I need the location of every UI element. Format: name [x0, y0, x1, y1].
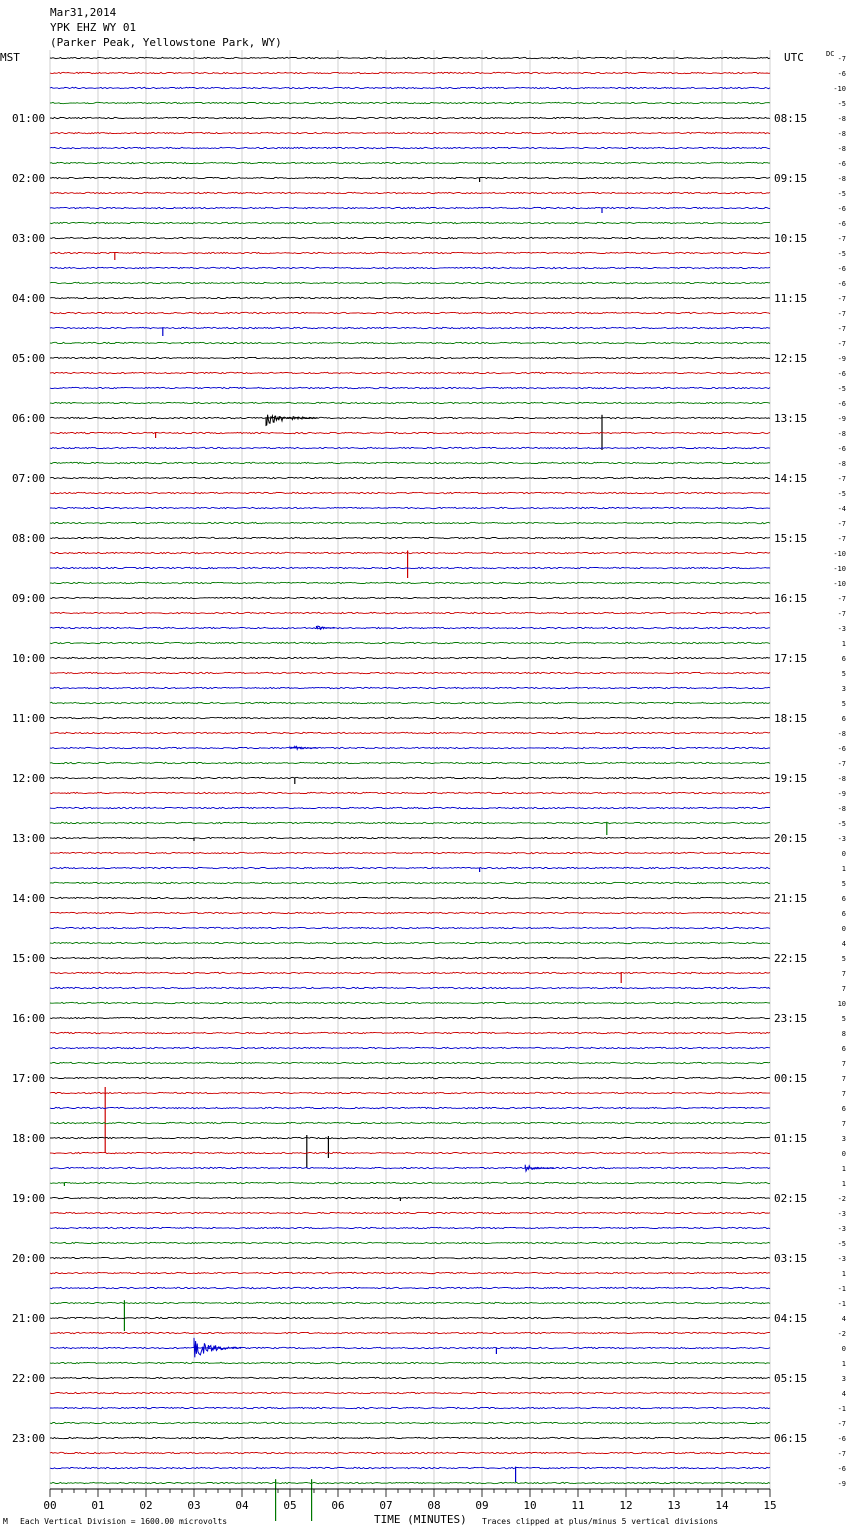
dc-offset-label: -9: [837, 355, 846, 363]
dc-offset-label: -6: [837, 745, 846, 753]
x-tick-label: 12: [619, 1499, 633, 1512]
header-date: Mar31,2014: [50, 6, 117, 19]
trace-line: [50, 492, 770, 493]
dc-offset-label: -10: [833, 565, 846, 573]
hour-label-mst: 04:00: [12, 292, 46, 305]
hour-label-mst: 16:00: [12, 1012, 46, 1025]
trace-line: [50, 297, 770, 298]
dc-offset-label: 4: [841, 940, 846, 948]
dc-offset-label: -4: [837, 505, 846, 513]
trace-line: [50, 1077, 770, 1078]
dc-offset-label: -8: [837, 460, 846, 468]
hour-label-mst: 12:00: [12, 772, 46, 785]
hour-label-mst: 23:00: [12, 1432, 46, 1445]
x-tick-label: 05: [283, 1499, 297, 1512]
trace-line: [50, 912, 770, 913]
trace-line: [50, 372, 770, 373]
trace-line: [50, 852, 770, 853]
trace-line: [50, 792, 770, 793]
trace-line: [50, 957, 770, 958]
hour-label-mst: 18:00: [12, 1132, 46, 1145]
dc-offset-label: -7: [837, 1420, 846, 1428]
dc-offset-label: 3: [841, 1375, 846, 1383]
trace-line: [50, 1242, 770, 1243]
dc-offset-label: -7: [837, 295, 846, 303]
dc-offset-label: -6: [837, 205, 846, 213]
hour-label-utc: 13:15: [774, 412, 808, 425]
event-burst: [290, 746, 318, 749]
dc-offset-label: -8: [837, 730, 846, 738]
trace-line: [50, 537, 770, 538]
trace-line: [50, 882, 770, 883]
hour-label-utc: 14:15: [774, 472, 808, 485]
hour-label-mst: 22:00: [12, 1372, 46, 1385]
dc-offset-label: -8: [837, 175, 846, 183]
dc-offset-label: 5: [841, 1015, 846, 1023]
dc-offset-label: 7: [841, 1090, 846, 1098]
trace-line: [50, 627, 770, 628]
trace-line: [50, 1407, 770, 1408]
dc-offset-label: 1: [841, 1360, 846, 1368]
dc-offset-label: -7: [837, 340, 846, 348]
hour-label-mst: 19:00: [12, 1192, 46, 1205]
trace-line: [50, 747, 770, 748]
trace-line: [50, 597, 770, 598]
footer-mark: M: [3, 1517, 8, 1526]
hour-label-utc: 06:15: [774, 1432, 808, 1445]
trace-line: [50, 1302, 770, 1303]
trace-line: [50, 1107, 770, 1108]
dc-offset-label: -3: [837, 1225, 846, 1233]
trace-line: [50, 1092, 770, 1093]
dc-offset-label: -5: [837, 820, 846, 828]
trace-line: [50, 1167, 770, 1168]
dc-offset-label: 4: [841, 1315, 846, 1323]
trace-line: [50, 972, 770, 973]
footer-scale-note: Each Vertical Division = 1600.00 microvolts: [20, 1517, 228, 1526]
dc-offset-label: -6: [837, 220, 846, 228]
hour-label-utc: 12:15: [774, 352, 808, 365]
trace-line: [50, 402, 770, 403]
dc-offset-label: -6: [837, 280, 846, 288]
hour-label-utc: 16:15: [774, 592, 808, 605]
trace-line: [50, 1452, 770, 1453]
trace-line: [50, 1467, 770, 1468]
trace-line: [50, 942, 770, 943]
left-zone-label: MST: [0, 51, 20, 64]
dc-offset-label: 0: [841, 925, 846, 933]
dc-offset-label: -7: [837, 1450, 846, 1458]
dc-offset-label: -8: [837, 805, 846, 813]
trace-line: [50, 807, 770, 808]
dc-offset-label: -7: [837, 475, 846, 483]
trace-line: [50, 1317, 770, 1318]
dc-offset-label: 6: [841, 655, 846, 663]
x-tick-label: 02: [139, 1499, 153, 1512]
trace-line: [50, 1017, 770, 1018]
trace-line: [50, 582, 770, 583]
hour-label-utc: 22:15: [774, 952, 808, 965]
trace-line: [50, 1287, 770, 1288]
trace-line: [50, 72, 770, 73]
dc-offset-label: -2: [837, 1195, 846, 1203]
event-burst: [266, 415, 318, 426]
header-station: YPK EHZ WY 01: [50, 21, 137, 34]
hour-label-mst: 15:00: [12, 952, 46, 965]
dc-offset-label: 8: [841, 1030, 846, 1038]
dc-offset-label: 7: [841, 1075, 846, 1083]
hour-label-utc: 19:15: [774, 772, 808, 785]
trace-line: [50, 207, 770, 208]
trace-line: [50, 147, 770, 148]
dc-offset-label: -6: [837, 265, 846, 273]
trace-line: [50, 522, 770, 523]
seismic-traces: [50, 57, 770, 1521]
trace-line: [50, 312, 770, 313]
trace-line: [50, 1032, 770, 1033]
trace-line: [50, 117, 770, 118]
x-tick-label: 11: [571, 1499, 585, 1512]
hour-label-utc: 03:15: [774, 1252, 808, 1265]
trace-line: [50, 462, 770, 463]
dc-offset-label: -5: [837, 385, 846, 393]
footer-clip-note: Traces clipped at plus/minus 5 vertical divisions: [482, 1517, 719, 1526]
trace-line: [50, 567, 770, 568]
trace-line: [50, 897, 770, 898]
trace-line: [50, 702, 770, 703]
dc-offset-label: -7: [837, 310, 846, 318]
trace-line: [50, 447, 770, 448]
x-tick-label: 03: [187, 1499, 201, 1512]
dc-offset-label: 10: [837, 1000, 846, 1008]
hour-label-mst: 21:00: [12, 1312, 46, 1325]
dc-offset-label: -1: [837, 1300, 846, 1308]
trace-line: [50, 1257, 770, 1258]
hour-label-mst: 05:00: [12, 352, 46, 365]
hour-label-utc: 18:15: [774, 712, 808, 725]
hour-label-utc: 11:15: [774, 292, 808, 305]
header-location: (Parker Peak, Yellowstone Park, WY): [50, 36, 282, 49]
dc-offset-label: 1: [841, 640, 846, 648]
dc-offset-label: 3: [841, 1135, 846, 1143]
trace-line: [50, 477, 770, 478]
trace-line: [50, 1347, 770, 1348]
trace-line: [50, 777, 770, 778]
hour-label-mst: 17:00: [12, 1072, 46, 1085]
x-tick-label: 14: [715, 1499, 729, 1512]
x-axis-title: TIME (MINUTES): [374, 1513, 467, 1526]
hour-label-mst: 06:00: [12, 412, 46, 425]
dc-offset-label: -7: [837, 55, 846, 63]
hour-label-utc: 01:15: [774, 1132, 808, 1145]
dc-offset-label: -7: [837, 595, 846, 603]
dc-offset-label: 7: [841, 1120, 846, 1128]
trace-line: [50, 132, 770, 133]
x-tick-label: 15: [763, 1499, 777, 1512]
dc-offset-label: 1: [841, 865, 846, 873]
trace-line: [50, 507, 770, 508]
dc-offset-label: 1: [841, 1180, 846, 1188]
hour-label-utc: 09:15: [774, 172, 808, 185]
dc-offset-label: -6: [837, 370, 846, 378]
dc-offset-label: 5: [841, 670, 846, 678]
dc-offset-label: -8: [837, 130, 846, 138]
trace-line: [50, 357, 770, 358]
hour-label-utc: 21:15: [774, 892, 808, 905]
dc-offset-label: -1: [837, 1285, 846, 1293]
hour-label-mst: 09:00: [12, 592, 46, 605]
trace-line: [50, 57, 770, 58]
dc-offset-label: 1: [841, 1270, 846, 1278]
x-tick-label: 01: [91, 1499, 105, 1512]
trace-line: [50, 642, 770, 643]
trace-line: [50, 762, 770, 763]
dc-offset-label: -6: [837, 1465, 846, 1473]
trace-line: [50, 1422, 770, 1423]
trace-line: [50, 837, 770, 838]
dc-offset-label: -10: [833, 580, 846, 588]
x-tick-label: 06: [331, 1499, 345, 1512]
dc-offset-label: -10: [833, 550, 846, 558]
dc-offset-label: 6: [841, 1045, 846, 1053]
trace-line: [50, 1377, 770, 1378]
dc-offset-label: 1: [841, 1165, 846, 1173]
dc-offset-label: -6: [837, 160, 846, 168]
trace-line: [50, 387, 770, 388]
dc-offset-label: 6: [841, 910, 846, 918]
trace-line: [50, 552, 770, 553]
dc-offset-label: 0: [841, 850, 846, 858]
trace-line: [50, 1002, 770, 1003]
trace-line: [50, 612, 770, 613]
hour-label-utc: 08:15: [774, 112, 808, 125]
dc-offset-label: -5: [837, 190, 846, 198]
dc-offset-label: -7: [837, 760, 846, 768]
trace-line: [50, 1122, 770, 1123]
dc-offset-label: 4: [841, 1390, 846, 1398]
trace-line: [50, 1047, 770, 1048]
trace-line: [50, 1392, 770, 1393]
dc-offset-label: -8: [837, 145, 846, 153]
dc-offset-label: -1: [837, 1405, 846, 1413]
hour-label-utc: 23:15: [774, 1012, 808, 1025]
hour-label-utc: 02:15: [774, 1192, 808, 1205]
trace-line: [50, 327, 770, 328]
x-tick-label: 09: [475, 1499, 489, 1512]
dc-offset-label: 3: [841, 685, 846, 693]
dc-offset-label: -8: [837, 115, 846, 123]
dc-offset-label: 7: [841, 1060, 846, 1068]
dc-offset-label: 0: [841, 1150, 846, 1158]
trace-line: [50, 1482, 770, 1483]
dc-offset-label: -8: [837, 775, 846, 783]
trace-line: [50, 657, 770, 658]
hour-label-utc: 15:15: [774, 532, 808, 545]
trace-line: [50, 1437, 770, 1438]
trace-line: [50, 282, 770, 283]
dc-offset-label: -2: [837, 1330, 846, 1338]
trace-line: [50, 1197, 770, 1198]
trace-line: [50, 267, 770, 268]
dc-offset-label: 5: [841, 955, 846, 963]
trace-line: [50, 927, 770, 928]
dc-offset-label: -6: [837, 70, 846, 78]
hour-label-utc: 05:15: [774, 1372, 808, 1385]
trace-line: [50, 417, 770, 418]
trace-line: [50, 1362, 770, 1363]
trace-line: [50, 1152, 770, 1153]
trace-line: [50, 432, 770, 433]
trace-line: [50, 177, 770, 178]
trace-line: [50, 1332, 770, 1333]
dc-offset-label: -9: [837, 790, 846, 798]
trace-line: [50, 342, 770, 343]
dc-offset-label: 7: [841, 985, 846, 993]
x-tick-label: 04: [235, 1499, 249, 1512]
hour-label-mst: 20:00: [12, 1252, 46, 1265]
dc-label: DC: [826, 50, 835, 58]
dc-offset-label: 5: [841, 880, 846, 888]
trace-line: [50, 102, 770, 103]
dc-offset-label: -7: [837, 520, 846, 528]
dc-offset-label: -3: [837, 625, 846, 633]
dc-offset-label: -7: [837, 325, 846, 333]
dc-offset-label: -5: [837, 490, 846, 498]
trace-line: [50, 1062, 770, 1063]
trace-line: [50, 717, 770, 718]
x-tick-label: 00: [43, 1499, 57, 1512]
hour-label-mst: 10:00: [12, 652, 46, 665]
hour-label-mst: 14:00: [12, 892, 46, 905]
dc-offset-label: -10: [833, 85, 846, 93]
hour-label-mst: 03:00: [12, 232, 46, 245]
dc-offset-label: -6: [837, 400, 846, 408]
dc-offset-label: -9: [837, 1480, 846, 1488]
trace-line: [50, 1272, 770, 1273]
dc-offset-label: -7: [837, 235, 846, 243]
hour-label-mst: 02:00: [12, 172, 46, 185]
dc-offset-label: 6: [841, 895, 846, 903]
dc-offset-label: 6: [841, 715, 846, 723]
dc-offset-label: -3: [837, 835, 846, 843]
dc-offset-label: 0: [841, 1345, 846, 1353]
hour-label-utc: 00:15: [774, 1072, 808, 1085]
dc-offset-label: -9: [837, 415, 846, 423]
trace-line: [50, 687, 770, 688]
hour-label-mst: 13:00: [12, 832, 46, 845]
trace-line: [50, 252, 770, 253]
hour-label-mst: 01:00: [12, 112, 46, 125]
dc-offset-label: -3: [837, 1255, 846, 1263]
right-zone-label: UTC: [784, 51, 804, 64]
trace-line: [50, 1227, 770, 1228]
dc-offset-label: -6: [837, 1435, 846, 1443]
hour-label-mst: 11:00: [12, 712, 46, 725]
dc-offset-label: 6: [841, 1105, 846, 1113]
hour-label-mst: 07:00: [12, 472, 46, 485]
x-axis: [43, 1489, 776, 1512]
trace-line: [50, 867, 770, 868]
hour-label-utc: 10:15: [774, 232, 808, 245]
dc-offset-label: -8: [837, 430, 846, 438]
hour-label-mst: 08:00: [12, 532, 46, 545]
trace-line: [50, 222, 770, 223]
trace-line: [50, 822, 770, 823]
dc-offset-label: -6: [837, 445, 846, 453]
dc-offset-label: -5: [837, 100, 846, 108]
dc-offset-label: -5: [837, 1240, 846, 1248]
dc-offset-label: -7: [837, 535, 846, 543]
trace-line: [50, 732, 770, 733]
trace-line: [50, 237, 770, 238]
trace-line: [50, 1182, 770, 1183]
x-tick-label: 08: [427, 1499, 441, 1512]
dc-offset-label: -5: [837, 250, 846, 258]
trace-line: [50, 1137, 770, 1138]
x-tick-label: 13: [667, 1499, 681, 1512]
dc-offset-label: -7: [837, 610, 846, 618]
trace-line: [50, 1212, 770, 1213]
dc-offset-label: 5: [841, 700, 846, 708]
trace-line: [50, 987, 770, 988]
hour-label-utc: 20:15: [774, 832, 808, 845]
hour-label-utc: 04:15: [774, 1312, 808, 1325]
x-tick-label: 07: [379, 1499, 393, 1512]
trace-line: [50, 672, 770, 673]
dc-offset-label: -3: [837, 1210, 846, 1218]
trace-line: [50, 87, 770, 88]
hour-label-utc: 17:15: [774, 652, 808, 665]
trace-line: [50, 162, 770, 163]
x-tick-label: 10: [523, 1499, 537, 1512]
trace-line: [50, 192, 770, 193]
dc-offset-label: 7: [841, 970, 846, 978]
